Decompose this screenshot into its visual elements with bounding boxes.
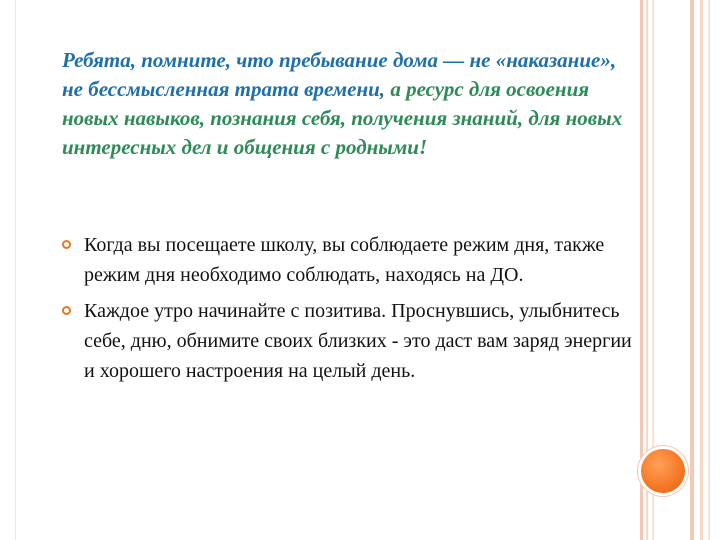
- bullet-item: [62, 296, 632, 386]
- bullet-item: [62, 230, 632, 290]
- right-stripe-4: [690, 0, 694, 540]
- right-stripe-5: [700, 0, 703, 540]
- right-stripe-6: [708, 0, 710, 540]
- bullet-text: Когда вы посещаете школу, вы соблюдаете режим дня, также режим дня необходимо соблюдать, находясь на ДО.: [84, 234, 605, 286]
- right-stripe-1: [640, 0, 643, 540]
- orange-circle-icon: [641, 449, 685, 493]
- bullet-list: [62, 230, 632, 392]
- heading-part-1: Ребята, помните, что пребывание дома — не «наказание», не бессмысленная трата времени,: [62, 48, 617, 101]
- orange-ring-bullet-icon: [62, 306, 71, 315]
- left-stripe: [15, 0, 16, 540]
- slide-heading: [62, 46, 632, 162]
- heading-part-2: а ресурс для освоения новых навыков, познания себя, получения знаний, для новых интересных дел и общения с родными!: [62, 77, 623, 159]
- bullet-text: Каждое утро начинайте с позитива. Проснувшись, улыбнитесь себе, дню, обнимите своих близких - это даст вам заряд энергии и хорошего настроения на целый день.: [84, 300, 632, 382]
- orange-ring-bullet-icon: [62, 240, 71, 249]
